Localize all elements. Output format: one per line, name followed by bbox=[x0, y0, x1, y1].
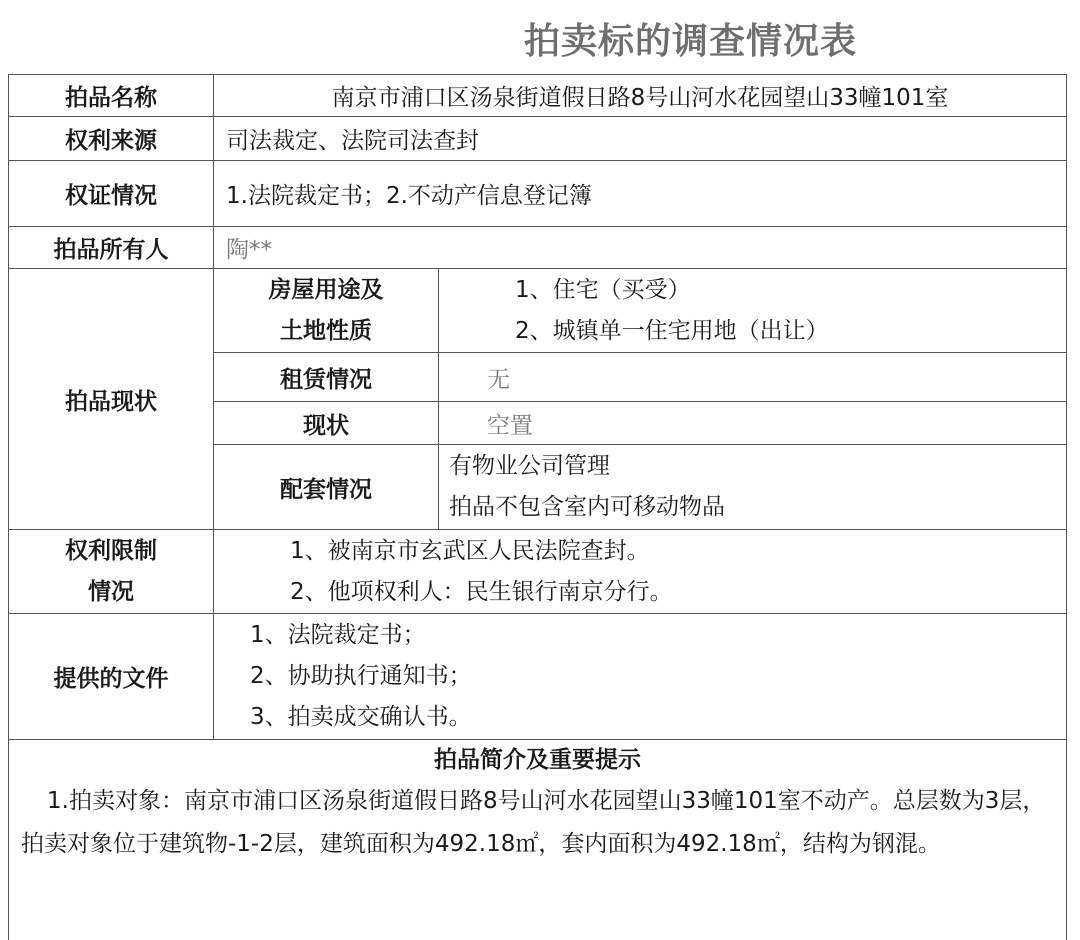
owner-label: 拍品所有人 bbox=[9, 227, 214, 269]
intro-heading: 拍品简介及重要提示 bbox=[9, 740, 1066, 780]
document-item: 2、协助执行通知书； bbox=[250, 656, 1066, 697]
restriction-label-line1: 权利限制 bbox=[9, 531, 213, 572]
survey-table bbox=[8, 74, 1066, 940]
current-value: 空置 bbox=[439, 402, 1067, 445]
document-item: 3、拍卖成交确认书。 bbox=[250, 697, 1066, 738]
item-name-value: 南京市浦口区汤泉街道假日路8号山河水花园望山33幢101室 bbox=[214, 75, 1067, 117]
facilities-label: 配套情况 bbox=[214, 445, 439, 530]
usage-label-line1: 房屋用途及 bbox=[214, 270, 438, 311]
facilities-value bbox=[439, 445, 1067, 530]
page-title: 拍卖标的调查情况表 bbox=[0, 18, 1080, 66]
row-usage bbox=[9, 269, 1067, 353]
rights-source-value: 司法裁定、法院司法查封 bbox=[214, 117, 1067, 161]
usage-value-line1: 1、住宅（买受） bbox=[515, 270, 1066, 311]
facilities-line1: 有物业公司管理 bbox=[449, 446, 1066, 487]
usage-value-line2: 2、城镇单一住宅用地（出让） bbox=[515, 311, 1066, 352]
row-certificate bbox=[9, 161, 1067, 227]
lease-label: 租赁情况 bbox=[214, 353, 439, 402]
item-name-label: 拍品名称 bbox=[9, 75, 214, 117]
restriction-value bbox=[214, 530, 1067, 614]
facilities-line2: 拍品不包含室内可移动物品 bbox=[449, 487, 1066, 528]
status-label: 拍品现状 bbox=[9, 269, 214, 530]
usage-label-line2: 土地性质 bbox=[214, 311, 438, 352]
restriction-line2: 2、他项权利人：民生银行南京分行。 bbox=[290, 572, 1066, 613]
lease-value: 无 bbox=[439, 353, 1067, 402]
restriction-label bbox=[9, 530, 214, 614]
certificate-value: 1.法院裁定书；2.不动产信息登记簿 bbox=[214, 161, 1067, 227]
row-restriction bbox=[9, 530, 1067, 614]
intro-cell bbox=[9, 740, 1067, 940]
intro-body: 1.拍卖对象：南京市浦口区汤泉街道假日路8号山河水花园望山33幢101室不动产。总层数为3层，拍卖对象位于建筑物-1-2层，建筑面积为492.18㎡，套内面积为492.18㎡，结构为钢混。 bbox=[9, 780, 1066, 866]
rights-source-label: 权利来源 bbox=[9, 117, 214, 161]
row-rights-source bbox=[9, 117, 1067, 161]
certificate-label: 权证情况 bbox=[9, 161, 214, 227]
owner-value: 陶** bbox=[214, 227, 1067, 269]
row-documents bbox=[9, 614, 1067, 740]
row-intro bbox=[9, 740, 1067, 940]
row-item-name bbox=[9, 75, 1067, 117]
documents-value bbox=[214, 614, 1067, 740]
documents-label: 提供的文件 bbox=[9, 614, 214, 740]
document-item: 1、法院裁定书； bbox=[250, 615, 1066, 656]
usage-value bbox=[439, 269, 1067, 353]
current-label: 现状 bbox=[214, 402, 439, 445]
usage-label bbox=[214, 269, 439, 353]
restriction-line1: 1、被南京市玄武区人民法院查封。 bbox=[290, 531, 1066, 572]
row-owner bbox=[9, 227, 1067, 269]
restriction-label-line2: 情况 bbox=[9, 572, 213, 613]
